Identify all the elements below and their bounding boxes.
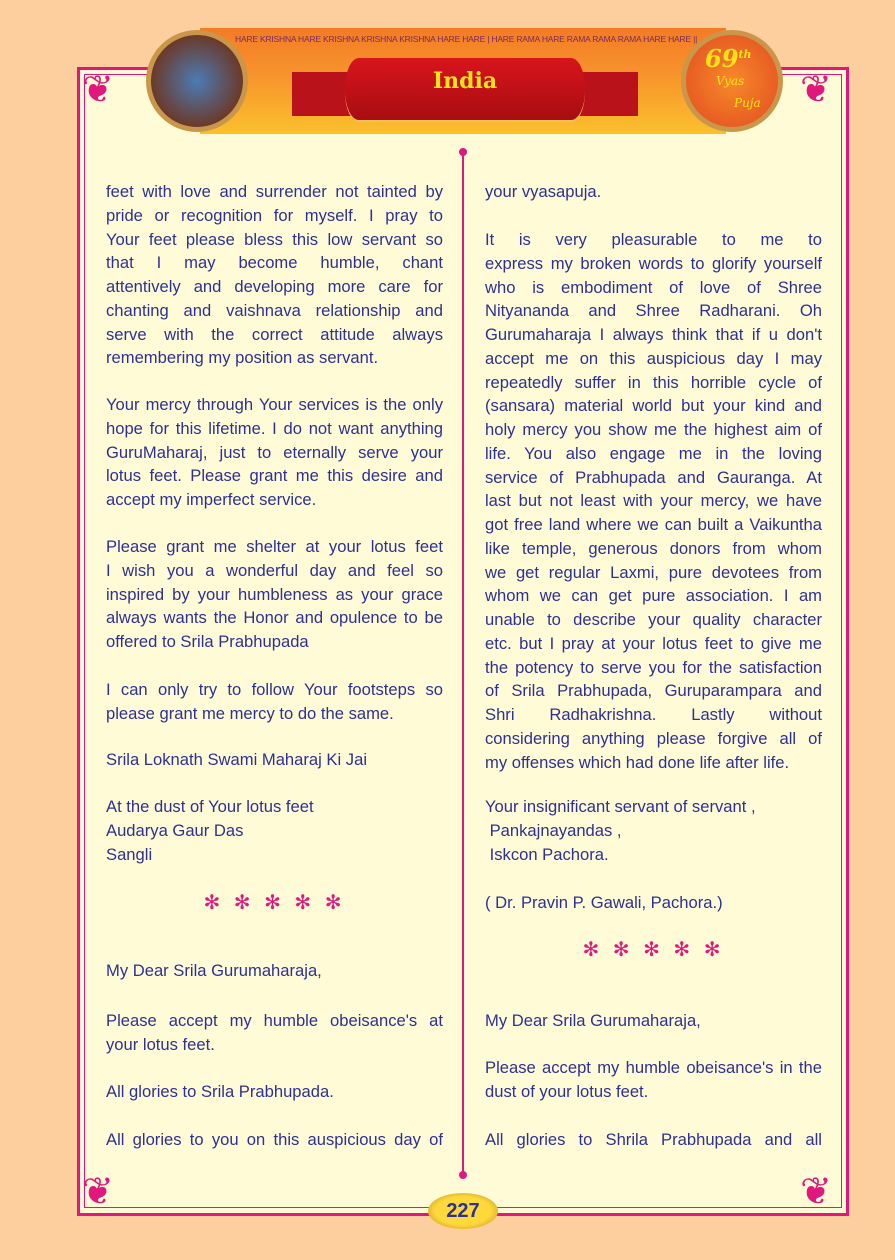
badge-suffix: th <box>738 48 752 61</box>
text-line: we get regular Laxmi, pure devotees from <box>485 562 822 582</box>
text-line: please grant me mercy to do the same. <box>106 703 394 723</box>
paragraph <box>106 959 443 983</box>
text-line: hope for this lifetime. I do not want anything <box>106 418 443 438</box>
text-line: feet with love and surrender not tainted by <box>106 182 443 201</box>
text-line: express my broken words to glorify yourself <box>485 253 822 273</box>
text-line: Your mercy through Your services is the only <box>106 395 443 414</box>
text-line: got free land where we can built a Vaikuntha <box>485 515 822 534</box>
text-line: Shri Radhakrishna. Lastly without <box>485 705 822 724</box>
paragraph <box>485 228 822 774</box>
text-line: Nityananda and Shree Radharani. Oh <box>485 301 822 321</box>
paragraph <box>485 180 822 204</box>
text-line: All glories to Srila Prabhupada. <box>106 1082 334 1101</box>
text-line: Your insignificant servant of servant , <box>485 797 756 816</box>
column-divider <box>462 152 464 1175</box>
text-line: offered to Srila Prabhupada <box>106 632 309 651</box>
text-line: accept me on this auspicious day I may <box>485 348 822 368</box>
page-number: 227 <box>428 1193 498 1229</box>
text-line: I wish you a wonderful day and feel so <box>106 560 443 580</box>
paragraph <box>106 678 443 726</box>
text-line: of Srila Prabhupada, Guruparampara and <box>485 681 822 701</box>
badge-line2: Puja <box>734 96 761 110</box>
text-line: My Dear Srila Gurumaharaja, <box>106 961 322 980</box>
text-line: serve with the correct attitude always <box>106 324 443 344</box>
text-line: At the dust of Your lotus feet <box>106 797 314 816</box>
text-line: Please grant me shelter at your lotus feet <box>106 537 443 556</box>
paragraph <box>106 1080 443 1104</box>
text-line: It is very pleasurable to me to <box>485 230 822 249</box>
text-line: your lotus feet. <box>106 1034 215 1054</box>
text-line: Iskcon Pachora. <box>485 844 609 864</box>
text-line: attentively and developing more care for <box>106 277 443 296</box>
text-line: holy mercy you show me the highest aim of <box>485 420 822 439</box>
text-line: the potency to serve you for the satisfaction <box>485 657 822 677</box>
text-line: I can only try to follow Your footsteps so <box>106 680 443 699</box>
text-line: Your feet please bless this low servant so <box>106 229 443 249</box>
text-line: Please accept my humble obeisance's at <box>106 1011 443 1030</box>
corner-flourish-icon: ❦ <box>800 67 832 111</box>
text-line: GuruMaharaj, just to eternally serve your <box>106 442 443 462</box>
text-line: Audarya Gaur Das <box>106 820 244 840</box>
paragraph <box>485 795 822 866</box>
text-line: remembering my position as servant. <box>106 348 379 368</box>
text-line: always wants the Honor and opulence to be <box>106 608 443 628</box>
divider-dot <box>459 148 467 156</box>
deity-medallion-image <box>146 30 248 132</box>
divider-dot <box>459 1171 467 1179</box>
corner-flourish-icon: ❦ <box>800 1169 832 1213</box>
paragraph <box>106 535 443 654</box>
text-line: chanting and vaishnava relationship and <box>106 300 443 320</box>
paragraph <box>485 1009 822 1033</box>
badge-line1: Vyas <box>716 74 745 88</box>
mantra-text: HARE KRISHNA HARE KRISHNA KRISHNA KRISHNA HARE HARE | HARE RAMA HARE RAMA RAMA RAMA HARE HARE || <box>235 34 698 44</box>
text-line: ( Dr. Pravin P. Gawali, Pachora.) <box>485 893 723 912</box>
ornament-divider: ✻ ✻ ✻ ✻ ✻ <box>582 939 725 961</box>
text-line: All glories to Shrila Prabhupada and all <box>485 1130 822 1149</box>
paragraph <box>106 180 443 370</box>
text-line: pride or recognition for myself. I pray to <box>106 205 443 225</box>
text-line: that I may become humble, chant <box>106 253 443 273</box>
corner-flourish-icon: ❦ <box>82 1169 114 1213</box>
text-line: unable to describe your quality character <box>485 610 822 629</box>
text-line: Please accept my humble obeisance's in the <box>485 1058 822 1077</box>
text-line: Srila Loknath Swami Maharaj Ki Jai <box>106 750 368 769</box>
text-line: lotus feet. Please grant me this desire and <box>106 466 443 486</box>
text-line: like temple, generous donors from whom <box>485 538 822 558</box>
paragraph <box>106 795 443 866</box>
paragraph <box>485 891 822 915</box>
text-line: who is embodiment of love of Shree <box>485 277 822 297</box>
text-line: All glories to you on this auspicious day of <box>106 1130 443 1149</box>
text-line: your vyasapuja. <box>485 182 602 201</box>
text-line: Sangli <box>106 844 153 864</box>
paragraph <box>485 1056 822 1104</box>
badge-number <box>705 44 752 73</box>
text-line: accept my imperfect service. <box>106 490 317 509</box>
section-title: India <box>432 68 498 94</box>
ornament-divider: ✻ ✻ ✻ ✻ ✻ <box>203 892 346 914</box>
text-line: repeatedly suffer in this horrible cycle of <box>485 372 822 392</box>
paragraph <box>106 393 443 512</box>
text-line: service of Prabhupada and Gauranga. At <box>485 467 822 487</box>
badge-number-value: 69 <box>705 44 739 73</box>
paragraph <box>106 748 443 772</box>
text-line: life. You also engage me in the loving <box>485 443 822 463</box>
paragraph <box>106 1009 443 1057</box>
text-line: inspired by your humbleness as your grace <box>106 584 443 604</box>
corner-flourish-icon: ❦ <box>82 67 114 111</box>
text-line: dust of your lotus feet. <box>485 1081 649 1101</box>
paragraph <box>485 1128 822 1152</box>
text-line: my offenses which had done life after life. <box>485 752 790 772</box>
text-line: considering anything please forgive all of <box>485 728 822 748</box>
text-line: last but not least with your mercy, we have <box>485 491 822 511</box>
text-line: (sansara) material world but your kind and <box>485 396 822 416</box>
text-line: whom we can get pure association. I am <box>485 586 822 606</box>
text-line: My Dear Srila Gurumaharaja, <box>485 1011 701 1030</box>
text-line: Gurumaharaja I always think that if u don't <box>485 325 822 344</box>
text-line: Pankajnayandas , <box>485 820 622 840</box>
paragraph <box>106 1128 443 1152</box>
text-line: etc. but I pray at your lotus feet to give me <box>485 633 822 653</box>
